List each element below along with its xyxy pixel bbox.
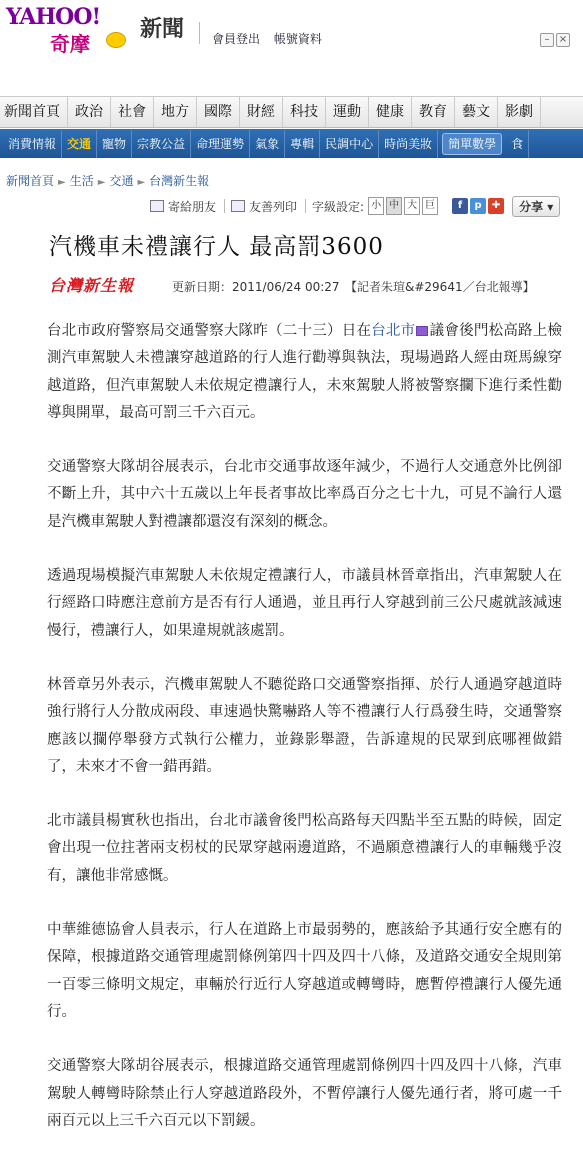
account-link[interactable]: 帳號資料: [273, 32, 322, 46]
taipei-city-link[interactable]: 台北市: [371, 323, 416, 339]
header-tools: [540, 33, 570, 47]
article-title: 汽機車未禮讓行人 最高罰3600: [49, 234, 384, 260]
breadcrumb-traffic[interactable]: 交通: [109, 174, 134, 188]
article-paragraph: 交通警察大隊胡谷展表示，根據道路交通管理處罰條例四十四及四十八條，汽車駕駛人轉彎時除禁止行人穿越道路段外，不暫停讓行人優先通行者，將可處一千兩百元以上三千六百元以下罰鍰。: [47, 1058, 562, 1129]
nav-item-finance[interactable]: 財經: [240, 97, 283, 127]
paragraph-text: 台北市政府警察局交通警察大隊昨（二十三）日在: [47, 323, 372, 339]
article-toolbar: [150, 193, 583, 219]
article-paragraph: 北市議員楊實秋也指出，台北市議會後門松高路每天四點半至五點的時候，固定會出現一位拄著兩支枴杖的民眾穿越兩邊道路，不過願意禮讓行人的車輛幾乎沒有，讓他非常感慨。: [47, 813, 562, 884]
font-size-large[interactable]: 大: [404, 197, 420, 215]
breadcrumb-source[interactable]: 台灣新生報: [149, 174, 210, 188]
send-to-friend-button[interactable]: [150, 198, 216, 215]
yahoo-kimo-logo[interactable]: [6, 4, 136, 58]
member-links: [212, 30, 332, 47]
minimize-icon[interactable]: –: [540, 33, 554, 47]
logo-badge-icon: [106, 32, 126, 48]
article-paragraph: 透過現場模擬汽車駕駛人未依規定禮讓行人，市議員林晉章指出，汽車駕駛人在行經路口時應注意前方是否有行人通過，並且再行人穿越到前三公尺處就該減速慢行，禮讓行人，如果違規就該處罰。: [47, 568, 562, 639]
nav-item-society[interactable]: 社會: [111, 97, 154, 127]
subnav-item-traffic[interactable]: 交通: [62, 130, 97, 158]
header-divider: [199, 22, 200, 44]
article-paragraph: 林晉章另外表示，汽機車駕駛人不聽從路口交通警察指揮、於行人通過穿越道時強行將行人分散成兩段、車速過快驚嚇路人等不禮讓行人行爲發生時，交通警察應該以攔停舉發方式執行公權力，並錄影舉證，告訴違規的民眾到底哪裡做錯了，未來才不會一錯再錯。: [47, 676, 562, 775]
sub-nav: [0, 129, 583, 158]
printer-icon: [231, 200, 245, 212]
paragraph-text: 議會後門松高路上檢測汽車駕駛人未禮讓穿越道路的行人進行勸導與執法，現場過路人經由斑馬線穿越道路，但汽車駕駛人未依規定禮讓行人，未來駕駛人將被警察攔下進行柔性勸導與開單，最高可罰三千六百元。: [47, 323, 563, 421]
article-paragraph: [47, 318, 562, 427]
toolbar-divider: [224, 199, 225, 213]
breadcrumb-separator-icon: ►: [137, 177, 146, 188]
subnav-item-consumer[interactable]: 消費情報: [0, 130, 62, 158]
font-size-medium[interactable]: 中: [386, 197, 402, 215]
logo-wordmark: YAHOO!: [6, 4, 101, 30]
breadcrumb-life[interactable]: 生活: [69, 174, 94, 188]
logout-link[interactable]: 會員登出: [212, 32, 261, 46]
font-size-label: 字級設定:: [312, 199, 365, 214]
plurk-icon[interactable]: p: [470, 198, 486, 214]
site-header: [0, 0, 583, 70]
breadcrumb-separator-icon: ►: [58, 177, 66, 188]
nav-item-tech[interactable]: 科技: [283, 97, 326, 127]
subnav-item-food[interactable]: 食: [506, 130, 529, 158]
print-label: 友善列印: [249, 199, 298, 214]
subnav-item-fashion[interactable]: 時尚美妝: [379, 130, 438, 158]
subnav-item-math[interactable]: 簡單數學: [442, 133, 502, 155]
facebook-icon[interactable]: f: [452, 198, 468, 214]
breadcrumb-home[interactable]: 新聞首頁: [6, 174, 55, 188]
print-button[interactable]: [231, 198, 297, 215]
breadcrumb-separator-icon: ►: [97, 177, 106, 188]
email-icon[interactable]: [416, 326, 428, 336]
font-size-huge[interactable]: 巨: [422, 197, 438, 215]
nav-item-local[interactable]: 地方: [154, 97, 197, 127]
share-button[interactable]: [512, 196, 560, 217]
nav-item-sports[interactable]: 運動: [326, 97, 369, 127]
social-share-icon[interactable]: ✚: [488, 198, 504, 214]
nav-item-international[interactable]: 國際: [197, 97, 240, 127]
source-logo[interactable]: 台灣新生報: [49, 276, 135, 295]
reporter-byline: 【記者朱瑄&#29641／台北報導】: [345, 280, 535, 294]
subnav-item-polls[interactable]: 民調中心: [320, 130, 379, 158]
close-icon[interactable]: ×: [556, 33, 570, 47]
nav-item-entertainment[interactable]: 影劇: [498, 97, 541, 127]
breadcrumb: [6, 172, 209, 189]
nav-item-politics[interactable]: 政治: [68, 97, 111, 127]
nav-item-health[interactable]: 健康: [369, 97, 412, 127]
article-paragraph: 交通警察大隊胡谷展表示，台北市交通事故逐年減少，不過行人交通意外比例卻不斷上升，其中六十五歲以上年長者事故比率爲百分之七十九，可見不論行人還是汽機車駕駛人對禮讓都還沒有深刻的概念。: [47, 459, 562, 530]
article-body: [47, 318, 562, 1162]
toolbar-divider: [305, 199, 306, 213]
subnav-item-features[interactable]: 專輯: [285, 130, 320, 158]
nav-item-education[interactable]: 教育: [412, 97, 455, 127]
chevron-down-icon: ▾: [547, 199, 554, 214]
font-size-selector: [368, 197, 438, 215]
nav-item-arts[interactable]: 藝文: [455, 97, 498, 127]
social-buttons: [452, 198, 504, 214]
send-to-friend-label: 寄給朋友: [168, 199, 217, 214]
envelope-icon: [150, 200, 164, 212]
subnav-item-pets[interactable]: 寵物: [97, 130, 132, 158]
subnav-item-weather[interactable]: 氣象: [250, 130, 285, 158]
update-time: 更新日期：2011/06/24 00:27: [172, 280, 340, 294]
main-nav: [0, 96, 583, 128]
logo-kimo: 奇摩: [50, 32, 90, 56]
share-label: 分享: [519, 199, 544, 214]
nav-item-home[interactable]: 新聞首頁: [0, 97, 68, 127]
font-size-small[interactable]: 小: [368, 197, 384, 215]
section-name[interactable]: 新聞: [140, 17, 185, 42]
subnav-item-fortune[interactable]: 命理運勢: [191, 130, 250, 158]
subnav-item-religion[interactable]: 宗教公益: [132, 130, 191, 158]
article-paragraph: 中華維德協會人員表示，行人在道路上市最弱勢的，應該給予其通行安全應有的保障，根據道路交通管理處罰條例第四十四及四十八條，及道路交通安全規則第一百零三條明文規定，車輛於行近行人穿越道或轉彎時，應暫停禮讓行人優先通行。: [47, 922, 562, 1020]
